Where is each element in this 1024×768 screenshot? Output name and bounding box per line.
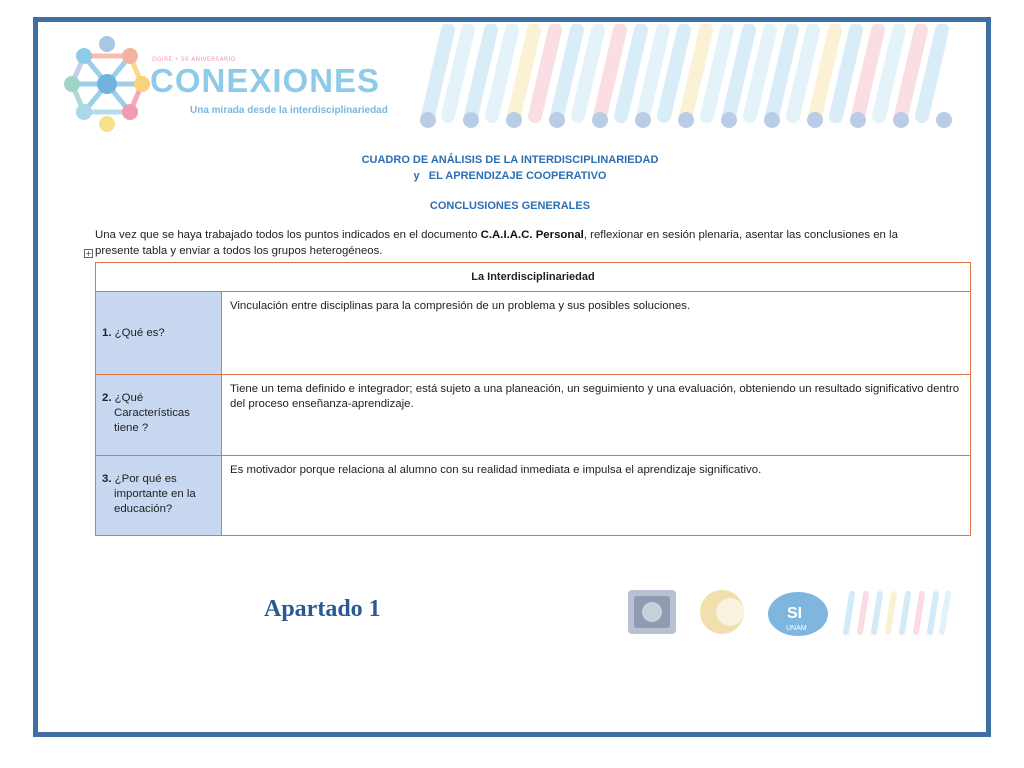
intro-document-name: C.A.I.A.C. Personal (480, 229, 584, 241)
network-logo-icon (62, 36, 152, 132)
answer-cell[interactable]: Vinculación entre disciplinas para la compresión de un problema y sus posibles soluciones. (222, 292, 971, 375)
logo-anniversary-text: DGIRE • 50 ANIVERSARIO (152, 56, 236, 63)
question-number: 2. (102, 392, 112, 404)
si-unam-badge-icon (768, 592, 828, 636)
logo-name: CONEXIONES (150, 62, 381, 99)
document-title-line1: CUADRO DE ANÁLISIS DE LA INTERDISCIPLINARIEDAD (361, 154, 659, 166)
answer-cell[interactable]: Tiene un tema definido e integrador; está sujeto a una planeación, un seguimiento y una evaluación, obteniendo un resultado significativo dentro del proceso enseñanza-aprendizaje. (222, 375, 971, 456)
table-row (96, 375, 971, 456)
si-badge-text: SI (787, 605, 803, 622)
table-row (96, 292, 971, 375)
document-subtitle: CONCLUSIONES GENERALES (429, 200, 591, 212)
table-header: La Interdisciplinariedad (96, 263, 971, 292)
mini-stripes-icon (846, 594, 948, 632)
si-badge-subtext: UNAM (786, 625, 807, 632)
conexiones-logo (62, 36, 392, 136)
table-header-row (96, 263, 971, 292)
section-label: Apartado 1 (264, 596, 381, 622)
intro-text-after: , reflexionar en sesión plenaria, asentar las conclusiones en la presente tabla y enviar a todos los grupos heterogéneos. (95, 229, 898, 257)
question-text: ¿Qué es? (114, 326, 165, 339)
footer-logos (626, 586, 951, 638)
table-row (96, 456, 971, 536)
answer-cell[interactable]: Es motivador porque relaciona al alumno con su realidad inmediata e impulsa el aprendizaje significativo. (222, 456, 971, 536)
question-cell (96, 456, 222, 536)
question-number: 3. (102, 473, 112, 485)
question-number: 1. (102, 326, 112, 339)
document-title-line2: y EL APRENDIZAJE COOPERATIVO (413, 170, 607, 182)
fifty-anniversary-icon (700, 590, 744, 634)
conclusions-table (95, 262, 971, 536)
decorative-stripes (420, 24, 960, 132)
table-move-handle-icon[interactable]: + (85, 249, 92, 258)
question-text: ¿Qué Características tiene ? (114, 392, 190, 434)
intro-text-before: Una vez que se haya trabajado todos los puntos indicados en el documento (95, 229, 481, 241)
question-text: ¿Por qué es importante en la educación? (114, 473, 196, 515)
unam-crest-icon (628, 590, 676, 634)
question-cell (96, 292, 222, 375)
question-cell (96, 375, 222, 456)
intro-paragraph (95, 227, 915, 259)
logo-tagline: Una mirada desde la interdisciplinariedad (190, 105, 388, 116)
